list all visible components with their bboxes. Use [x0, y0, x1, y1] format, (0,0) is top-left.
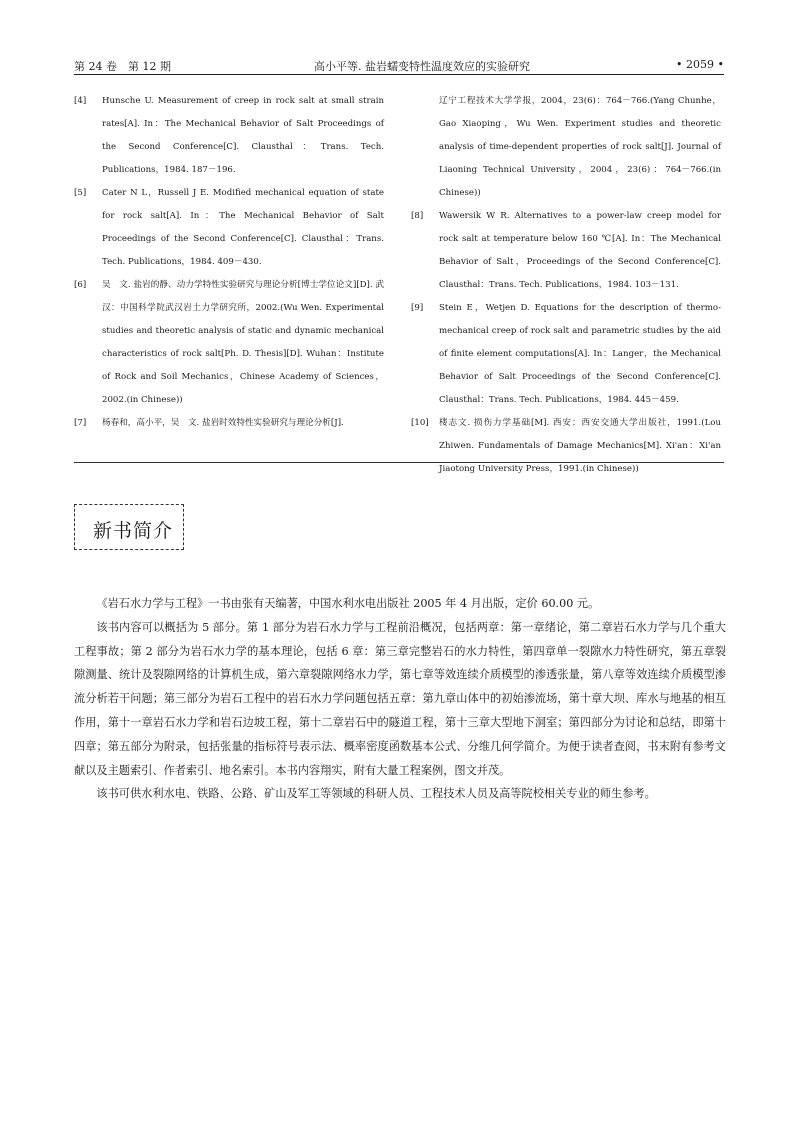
reference-text: 杨春和，高小平，吴 文. 盐岩时效特性实验研究与理论分析[J]. [102, 418, 344, 428]
reference-number: [7] [74, 418, 87, 428]
reference-item [411, 297, 721, 412]
reference-number: [6] [74, 280, 87, 290]
reference-item [74, 90, 384, 182]
reference-number: [10] [411, 418, 429, 428]
reference-number: [8] [411, 211, 424, 221]
reference-number: [4] [74, 96, 87, 106]
section-divider [74, 462, 724, 463]
reference-item [411, 205, 721, 297]
running-title: 高小平等. 盐岩蠕变特性温度效应的实验研究 [314, 60, 530, 73]
paragraph: 该书可供水利水电、铁路、公路、矿山及军工等领域的科研人员、工程技术人员及高等院校相关专业的师生参考。 [96, 787, 656, 801]
reference-text: Hunsche U. Measurement of creep in rock salt at small strain rates[A]. In：The Mechanical Behavior of Salt Proceedings of the Second Conference[C]. Clausthal：Trans. Tech. Publications，1984. 187－196. [102, 96, 384, 175]
reference-item [74, 274, 384, 412]
references-right-column [411, 90, 721, 481]
book-intro-body [74, 592, 726, 806]
reference-number: [5] [74, 188, 87, 198]
reference-text: 楼志文. 损伤力学基础[M]. 西安：西安交通大学出版社，1991.(Lou Zhiwen. Fundamentals of Damage Mechanics[M]. Xi'an：Xi'an Jiaotong University Press，1991.(in Chinese)) [439, 418, 721, 474]
reference-item [74, 412, 384, 435]
reference-item [74, 182, 384, 274]
reference-item [411, 412, 721, 481]
paragraph: 该书内容可以概括为 5 部分。第 1 部分为岩石水力学与工程前沿概况，包括两章：第一章绪论，第二章岩石水力学与几个重大工程事故；第 2 部分为岩石水力学的基本理论，包括 6 章：第三章完整岩石的水力特性，第四章单一裂隙水力特性研究，第五章裂隙测量、统计及裂隙网络的计算机生成，第六章裂隙网络水力学，第七章等效连续介质模型的渗透张量，第八章等效连续介质模型渗流分析若干问题；第三部分为岩石工程中的岩石水力学问题包括五章：第九章山体中的初始渗流场，第十章大坝、库水与地基的相互作用，第十一章岩石水力学和岩石边坡工程，第十二章岩石中的隧道工程，第十三章大型地下洞室；第四部分为讨论和总结，即第十四章；第五部分为附录，包括张量的指标符号表示法、概率密度函数基本公式、分维几何学简介。为便于读者查阅，书末附有参考文献以及主题索引、作者索引、地名索引。本书内容翔实，附有大量工程案例，图文并茂。 [74, 620, 726, 777]
reference-text: Stein E，Wetjen D. Equations for the description of thermo-mechanical creep of rock salt and parametric studies by the aid of finite element computations[A]. In：Langer，the Mechanical Behavior of Salt Proceedings of the Second Conference[C]. Clausthal：Trans. Tech. Publications，1984. 445－459. [439, 303, 721, 405]
reference-text: Cater N L，Russell J E. Modified mechanical equation of state for rock salt[A]. In：The Mechanical Behavior of Salt Proceedings of the Second Conference[C]. Clausthal：Trans. Tech. Publications，1984. 409－430. [102, 188, 384, 267]
references-left-column [74, 90, 384, 435]
page-number: • 2059 • [676, 58, 724, 71]
header-rule [74, 74, 724, 75]
volume-issue: 第 24 卷 第 12 期 [74, 60, 171, 73]
paragraph: 《岩石水力学与工程》一书由张有天编著，中国水利水电出版社 2005 年 4 月出版，定价 60.00 元。 [96, 597, 600, 610]
section-title-box [74, 504, 184, 550]
reference-text: 吴 文. 盐岩的静、动力学特性实验研究与理论分析[博士学位论文][D]. 武汉：中国科学院武汉岩土力学研究所，2002.(Wu Wen. Experimental studies and theoretic analysis of static and dynamic mechanical characteristics of rock salt[Ph. D. Thesis][D]. Wuhan：Institute of Rock and Soil Mechanics，Chinese Academy of Sciences，2002.(in Chinese)) [102, 280, 384, 405]
reference-number: [9] [411, 303, 424, 313]
section-title: 新书简介 [93, 520, 174, 542]
reference-text: Wawersik W R. Alternatives to a power-law creep model for rock salt at temperature below 160 ℃[A]. In：The Mechanical Behavior of Salt，Proceedings of the Second Conference[C]. Clausthal：Trans. Tech. Publications，1984. 103－131. [439, 211, 721, 290]
reference-text: 辽宁工程技术大学学报，2004，23(6)：764－766.(Yang Chunhe，Gao Xiaoping，Wu Wen. Experiment studies and theoretic analysis of time-dependent properties of rock salt[J]. Journal of Liaoning Technical University，2004，23(6)：764－766.(in Chinese)) [439, 96, 721, 198]
reference-item [411, 90, 721, 205]
